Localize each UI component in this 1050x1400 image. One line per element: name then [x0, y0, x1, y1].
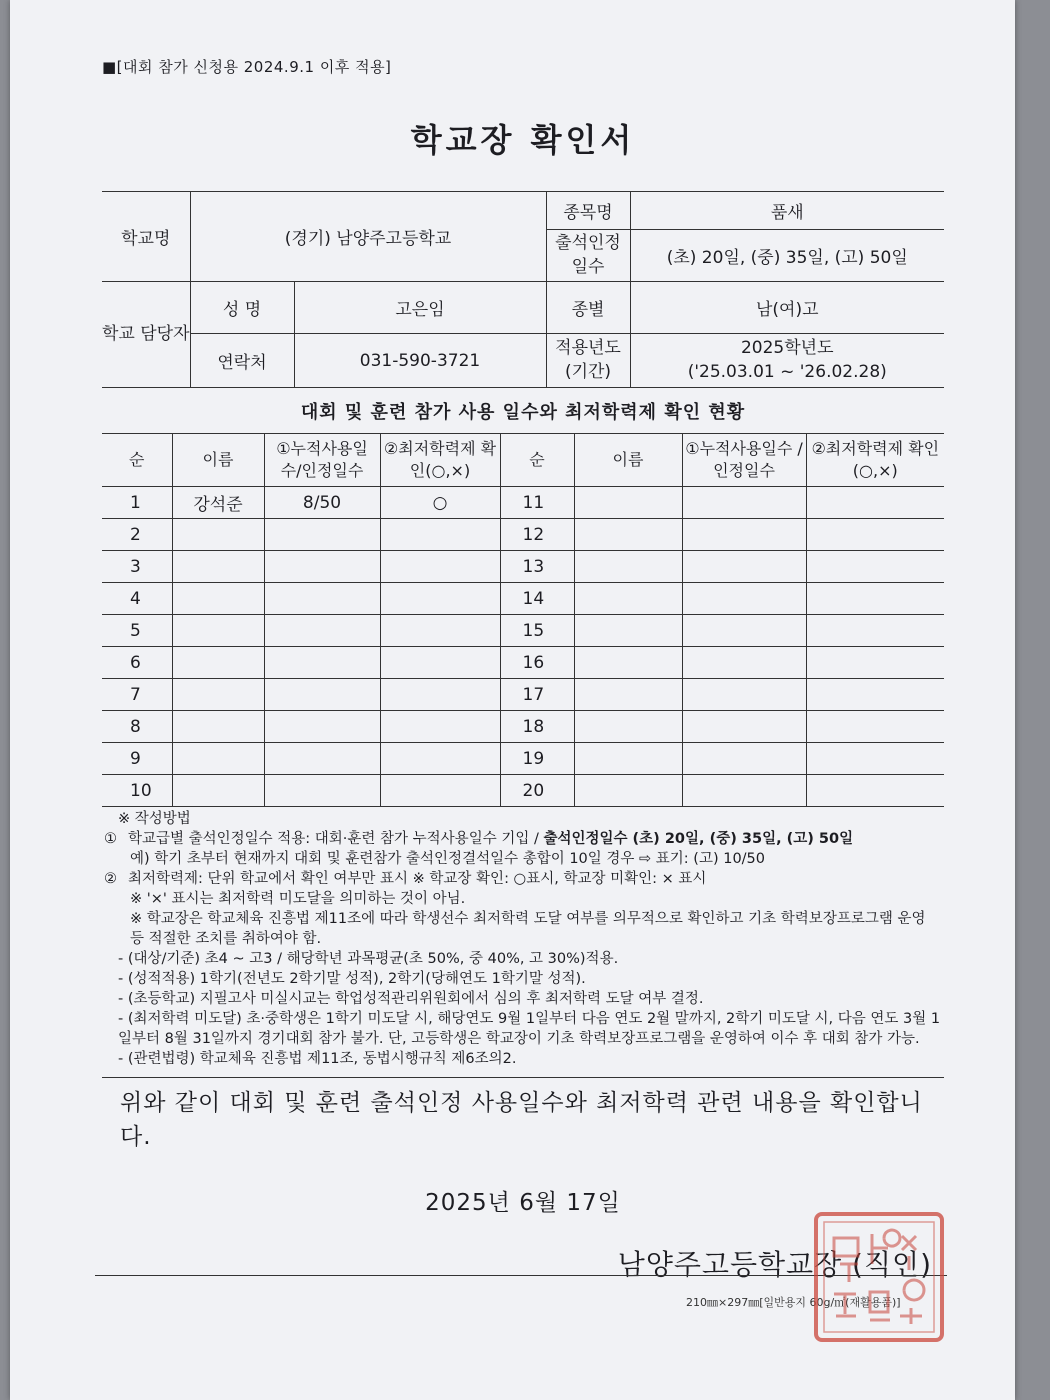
row-number-cell: 20 [500, 775, 574, 807]
table-row [102, 487, 944, 519]
guide-item-2 [104, 869, 944, 889]
attendance-label: 출석인정 일수 [546, 230, 630, 282]
days-used-cell [264, 615, 380, 647]
document-body [102, 56, 944, 1283]
roster-table [102, 433, 944, 807]
header-check-1: ②최저학력제 확인(○,×) [380, 434, 500, 487]
row-number-cell: 16 [500, 647, 574, 679]
student-name-cell [574, 519, 682, 551]
year-period: ('25.03.01 ~ '26.02.28) [687, 361, 887, 382]
row-number-cell: 14 [500, 583, 574, 615]
student-name-cell [172, 775, 264, 807]
guide-item-1-text: 학교급별 출석인정일수 적용: 대회·훈련 참가 누적사용일수 기입 / [128, 831, 544, 847]
contact-value: 031-590-3721 [294, 334, 546, 388]
guide-item-1-example: 예) 학기 초부터 현재까지 대회 및 훈련참가 출석인정결석일수 총합이 10일 경우 ⇨ 표기: (고) 10/50 [130, 851, 766, 867]
student-name-cell [172, 711, 264, 743]
student-name-cell [574, 711, 682, 743]
table-row [102, 551, 944, 583]
achievement-check-cell [806, 711, 944, 743]
achievement-check-cell [380, 743, 500, 775]
achievement-check-cell [806, 615, 944, 647]
paper-spec-footer: 210㎜×297㎜[일반용지 60g/㎡(재활용품)] [686, 1296, 901, 1309]
student-name-cell [574, 615, 682, 647]
days-used-cell [264, 679, 380, 711]
achievement-check-cell [806, 743, 944, 775]
student-name-cell [574, 775, 682, 807]
gender-label: 종별 [546, 282, 630, 334]
row-number-cell: 13 [500, 551, 574, 583]
achievement-check-cell [380, 615, 500, 647]
achievement-check-cell [380, 647, 500, 679]
writing-guide [102, 809, 944, 1069]
row-number-cell: 4 [102, 583, 172, 615]
name-value: 고은임 [294, 282, 546, 334]
row-number-cell: 7 [102, 679, 172, 711]
row-number-cell: 6 [102, 647, 172, 679]
achievement-check-cell [806, 519, 944, 551]
principal-signature: 남양주고등학교장 (직인) [617, 1248, 932, 1281]
achievement-check-cell [806, 775, 944, 807]
guide-heading: ※ 작성방법 [118, 811, 191, 827]
days-used-cell [682, 775, 806, 807]
days-used-cell [682, 743, 806, 775]
table-row [102, 519, 944, 551]
guide-item-1-bold: 출석인정일수 (초) 20일, (중) 35일, (고) 50일 [543, 831, 854, 847]
guide-detail-3: - (초등학교) 지필고사 미실시교는 학업성적관리위원회에서 심의 후 최저학력 도달 여부 결정. [118, 991, 704, 1007]
year-label: 적용년도 (기간) [546, 334, 630, 388]
student-name-cell [172, 679, 264, 711]
header-check-2: ②최저학력제 확인(○,×) [806, 434, 944, 487]
student-name-cell [574, 647, 682, 679]
achievement-check-cell [380, 775, 500, 807]
roster-header-row [102, 434, 944, 487]
row-number-cell: 2 [102, 519, 172, 551]
days-used-cell [682, 615, 806, 647]
student-name-cell [172, 551, 264, 583]
guide-item-1 [104, 829, 944, 849]
roster-subtitle: 대회 및 훈련 참가 사용 일수와 최저학력제 확인 현황 [300, 402, 746, 423]
row-number-cell: 8 [102, 711, 172, 743]
row-number-cell: 15 [500, 615, 574, 647]
header-name-1: 이름 [172, 434, 264, 487]
achievement-check-cell [806, 679, 944, 711]
days-used-cell [264, 583, 380, 615]
table-row [102, 615, 944, 647]
school-value: (경기) 남양주고등학교 [190, 192, 546, 282]
confirmation-text: 위와 같이 대회 및 훈련 출석인정 사용일수와 최저학력 관련 내용을 확인합니다. [120, 1090, 923, 1150]
header-days-2: ①누적사용일수 /인정일수 [682, 434, 806, 487]
row-number-cell: 9 [102, 743, 172, 775]
event-label: 종목명 [546, 192, 630, 230]
days-used-cell [264, 743, 380, 775]
achievement-check-cell [380, 583, 500, 615]
days-used-cell [682, 551, 806, 583]
school-label: 학교명 [102, 192, 190, 282]
form-header-tag: ■[대회 참가 신청용 2024.9.1 이후 적용] [102, 58, 392, 76]
guide-item-2-sub2: ※ 학교장은 학교체육 진흥법 제11조에 따라 학생선수 최저학력 도달 여부를 의무적으로 확인하고 기초 학력보장프로그램 운영 등 적절한 조치를 취하여야 함. [130, 911, 926, 947]
issue-date: 2025년 6월 17일 [425, 1190, 621, 1216]
guide-item-2-sub1: ※ '×' 표시는 최저학력 미도달을 의미하는 것이 아님. [130, 891, 466, 907]
days-used-cell [682, 711, 806, 743]
info-table [102, 191, 944, 388]
document-page [10, 0, 1015, 1400]
table-row [102, 711, 944, 743]
achievement-check-cell [380, 519, 500, 551]
achievement-check-cell [380, 679, 500, 711]
achievement-check-cell [380, 711, 500, 743]
guide-item-1-mark: ① [104, 831, 117, 847]
days-used-cell [682, 647, 806, 679]
student-name-cell [172, 583, 264, 615]
days-used-cell [264, 551, 380, 583]
header-name-2: 이름 [574, 434, 682, 487]
student-name-cell [172, 615, 264, 647]
header-no-2: 순 [500, 434, 574, 487]
table-row [102, 743, 944, 775]
table-row [102, 679, 944, 711]
days-used-cell [264, 711, 380, 743]
row-number-cell: 19 [500, 743, 574, 775]
student-name-cell [172, 743, 264, 775]
row-number-cell: 5 [102, 615, 172, 647]
student-name-cell: 강석준 [172, 487, 264, 519]
student-name-cell [574, 487, 682, 519]
guide-item-2-text: 최저학력제: 단위 학교에서 확인 여부만 표시 ※ 학교장 확인: ○표시, 학교장 미확인: × 표시 [128, 871, 707, 887]
achievement-check-cell [806, 487, 944, 519]
row-number-cell: 17 [500, 679, 574, 711]
guide-item-2-mark: ② [104, 871, 117, 887]
row-number-cell: 1 [102, 487, 172, 519]
row-number-cell: 3 [102, 551, 172, 583]
table-row [102, 647, 944, 679]
achievement-check-cell [806, 647, 944, 679]
year-cell [630, 334, 944, 388]
days-used-cell: 8/50 [264, 487, 380, 519]
guide-detail-4: - (최저학력 미도달) 초·중학생은 1학기 미도달 시, 해당연도 9월 1일부터 다음 연도 2월 말까지, 2학기 미도달 시, 다음 연도 3월 1일부터 8월 31일까지 경기대회 참가 불가. 단, 고등학생은 학교장이 기초 학력보장프로그램을 운영하여 이수 후 대회 참가 가능. [118, 1011, 941, 1047]
achievement-check-cell [806, 551, 944, 583]
guide-detail-2: - (성적적용) 1학기(전년도 2학기말 성적), 2학기(당해연도 1학기말 성적). [118, 971, 586, 987]
event-value: 품새 [630, 192, 944, 230]
student-name-cell [172, 519, 264, 551]
row-number-cell: 12 [500, 519, 574, 551]
achievement-check-cell [380, 551, 500, 583]
days-used-cell [264, 519, 380, 551]
days-used-cell [682, 679, 806, 711]
row-number-cell: 10 [102, 775, 172, 807]
table-row [102, 583, 944, 615]
guide-detail-1: - (대상/기준) 초4 ~ 고3 / 해당학년 과목평균(초 50%, 중 40%, 고 30%)적용. [118, 951, 619, 967]
days-used-cell [682, 487, 806, 519]
days-used-cell [264, 775, 380, 807]
achievement-check-cell [806, 583, 944, 615]
name-label: 성 명 [190, 282, 294, 334]
table-row [102, 775, 944, 807]
days-used-cell [682, 519, 806, 551]
official-seal-stamp [810, 1208, 948, 1346]
manager-label: 학교 담당자 [102, 282, 190, 388]
days-used-cell [682, 583, 806, 615]
student-name-cell [574, 743, 682, 775]
gender-value: 남(여)고 [630, 282, 944, 334]
year-value: 2025학년도 [740, 337, 834, 358]
achievement-check-cell: ○ [380, 487, 500, 519]
student-name-cell [574, 679, 682, 711]
guide-detail-5: - (관련법령) 학교체육 진흥법 제11조, 동법시행규칙 제6조의2. [118, 1051, 517, 1067]
row-number-cell: 11 [500, 487, 574, 519]
days-used-cell [264, 647, 380, 679]
document-title: 학교장 확인서 [410, 121, 636, 159]
attendance-value: (초) 20일, (중) 35일, (고) 50일 [630, 230, 944, 282]
header-days-1: ①누적사용일 수/인정일수 [264, 434, 380, 487]
contact-label: 연락처 [190, 334, 294, 388]
header-no-1: 순 [102, 434, 172, 487]
student-name-cell [172, 647, 264, 679]
row-number-cell: 18 [500, 711, 574, 743]
student-name-cell [574, 583, 682, 615]
student-name-cell [574, 551, 682, 583]
